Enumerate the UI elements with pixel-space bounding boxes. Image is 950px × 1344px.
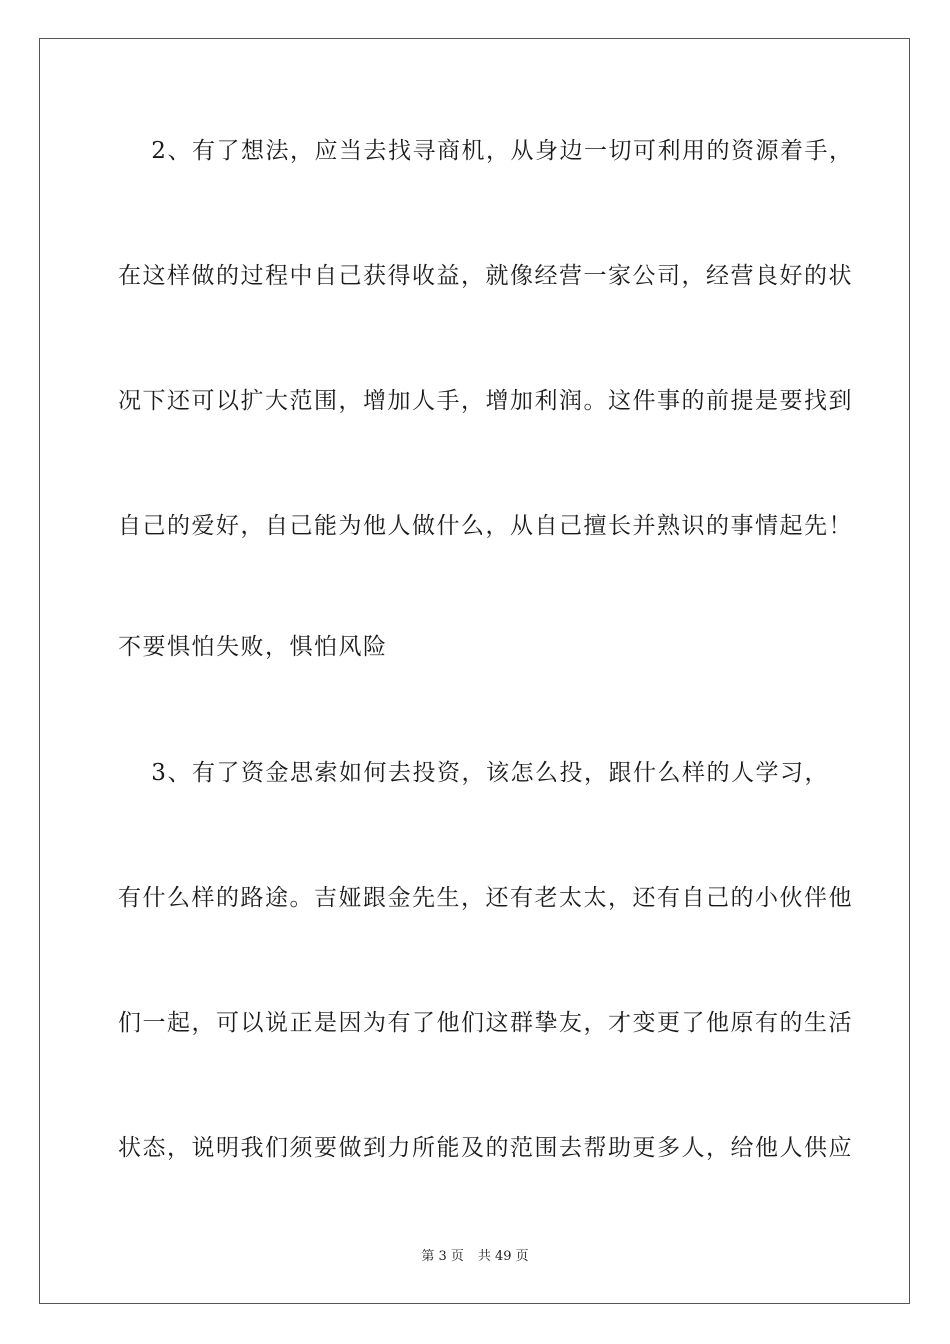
- paragraph-2-line-5: 不要惧怕失败，惧怕风险: [118, 634, 388, 660]
- paragraph-2-line-1: 2、有了想法，应当去找寻商机，从身边一切可利用的资源着手，: [118, 138, 854, 164]
- paragraph-2-line-4: 自己的爱好，自己能为他人做什么，从自己擅长并熟识的事情起先！: [118, 513, 853, 539]
- page-footer: [0, 1248, 950, 1266]
- page-border: [39, 38, 910, 1304]
- paragraph-3-line-1: 3、有了资金思索如何去投资，该怎么投，跟什么样的人学习，: [118, 760, 829, 786]
- paragraph-3-line-3: 们一起，可以说正是因为有了他们这群挚友，才变更了他原有的生活: [118, 1010, 853, 1036]
- paragraph-2-line-2: 在这样做的过程中自己获得收益，就像经营一家公司，经营良好的状: [118, 263, 853, 289]
- page-number: 第 3 页: [421, 1249, 464, 1264]
- paragraph-3-line-2: 有什么样的路途。吉娅跟金先生，还有老太太，还有自己的小伙伴他: [118, 885, 853, 911]
- paragraph-2-line-3: 况下还可以扩大范围，增加人手，增加利润。这件事的前提是要找到: [118, 388, 853, 414]
- paragraph-3-line-4: 状态，说明我们须要做到力所能及的范围去帮助更多人，给他人供应: [118, 1135, 853, 1161]
- page-total: 共 49 页: [477, 1249, 529, 1264]
